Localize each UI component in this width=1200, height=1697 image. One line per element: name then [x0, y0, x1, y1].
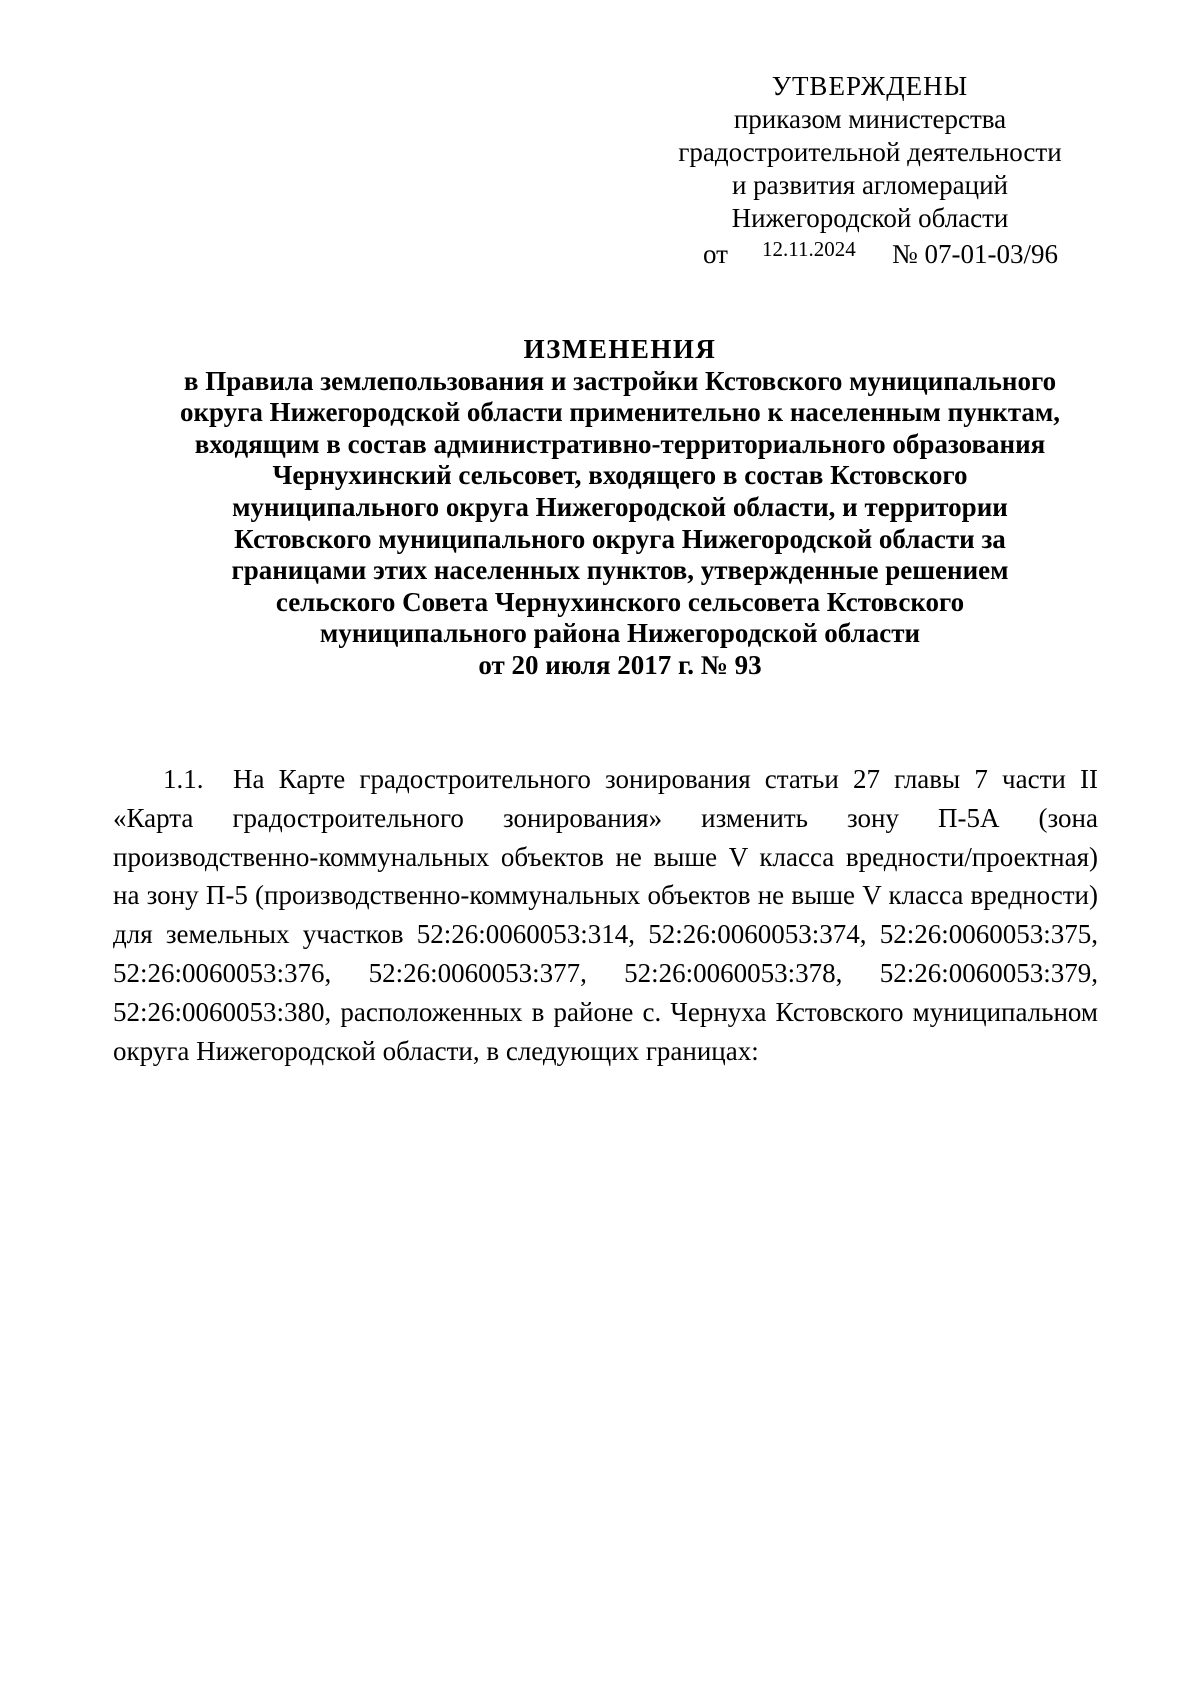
heading-line: муниципального района Нижегородской области: [319, 618, 921, 649]
approval-block: [660, 70, 1080, 271]
approval-title: УТВЕРЖДЕНЫ: [771, 71, 969, 101]
approval-line: и развития агломераций: [731, 170, 1008, 200]
approval-date-line: [660, 235, 1080, 271]
approval-line: приказом министерства: [733, 104, 1007, 134]
clause-text: На Карте градостроительного зонирования статьи 27 главы 7 части II «Карта градостроительного зонирования» изменить зону П-5А (зона производственно-коммунальных объектов не выше V класса вредности/проектная) на зону П-5 (производственно-коммунальных объектов не выше V класса вредности) для земельных участков 52:26:0060053:314, 52:26:0060053:374, 52:26:0060053:375, 52:26:0060053:376, 52:26:0060053:377, 52:26:0060053:378, 52:26:0060053:379, 52:26:0060053:380, расположенных в районе с. Чернуха Кстовского муниципальном округа Нижегородской области, в следующих границах:: [113, 764, 1098, 1066]
heading-line: Кстовского муниципального округа Нижегородской области за: [234, 523, 1006, 554]
document-heading: [120, 334, 1120, 682]
clause-paragraph: [113, 760, 1098, 1070]
heading-title: ИЗМЕНЕНИЯ: [523, 334, 717, 364]
approval-line: градостроительной деятельности: [678, 137, 1062, 167]
heading-line: границами этих населенных пунктов, утвержденные решением: [231, 555, 1009, 586]
clause-number: 1.1.: [163, 764, 204, 794]
heading-line: муниципального округа Нижегородской области, и территории: [232, 491, 1008, 522]
heading-line: входящим в состав административно-территориального образования: [194, 428, 1046, 459]
heading-line: от 20 июля 2017 г. № 93: [478, 649, 762, 680]
order-number: № 07-01-03/96: [892, 239, 1058, 269]
heading-line: округа Нижегородской области применительно к населенным пунктам,: [179, 397, 1061, 428]
from-label: от: [703, 239, 728, 269]
heading-line: Чернухинский сельсовет, входящего в состав Кстовского: [272, 460, 968, 491]
approval-line: Нижегородской области: [731, 203, 1009, 233]
order-date: 12.11.2024: [762, 237, 856, 261]
heading-line: сельского Совета Чернухинского сельсовета Кстовского: [275, 586, 965, 617]
heading-line: в Правила землепользования и застройки Кстовского муниципального: [183, 365, 1057, 396]
